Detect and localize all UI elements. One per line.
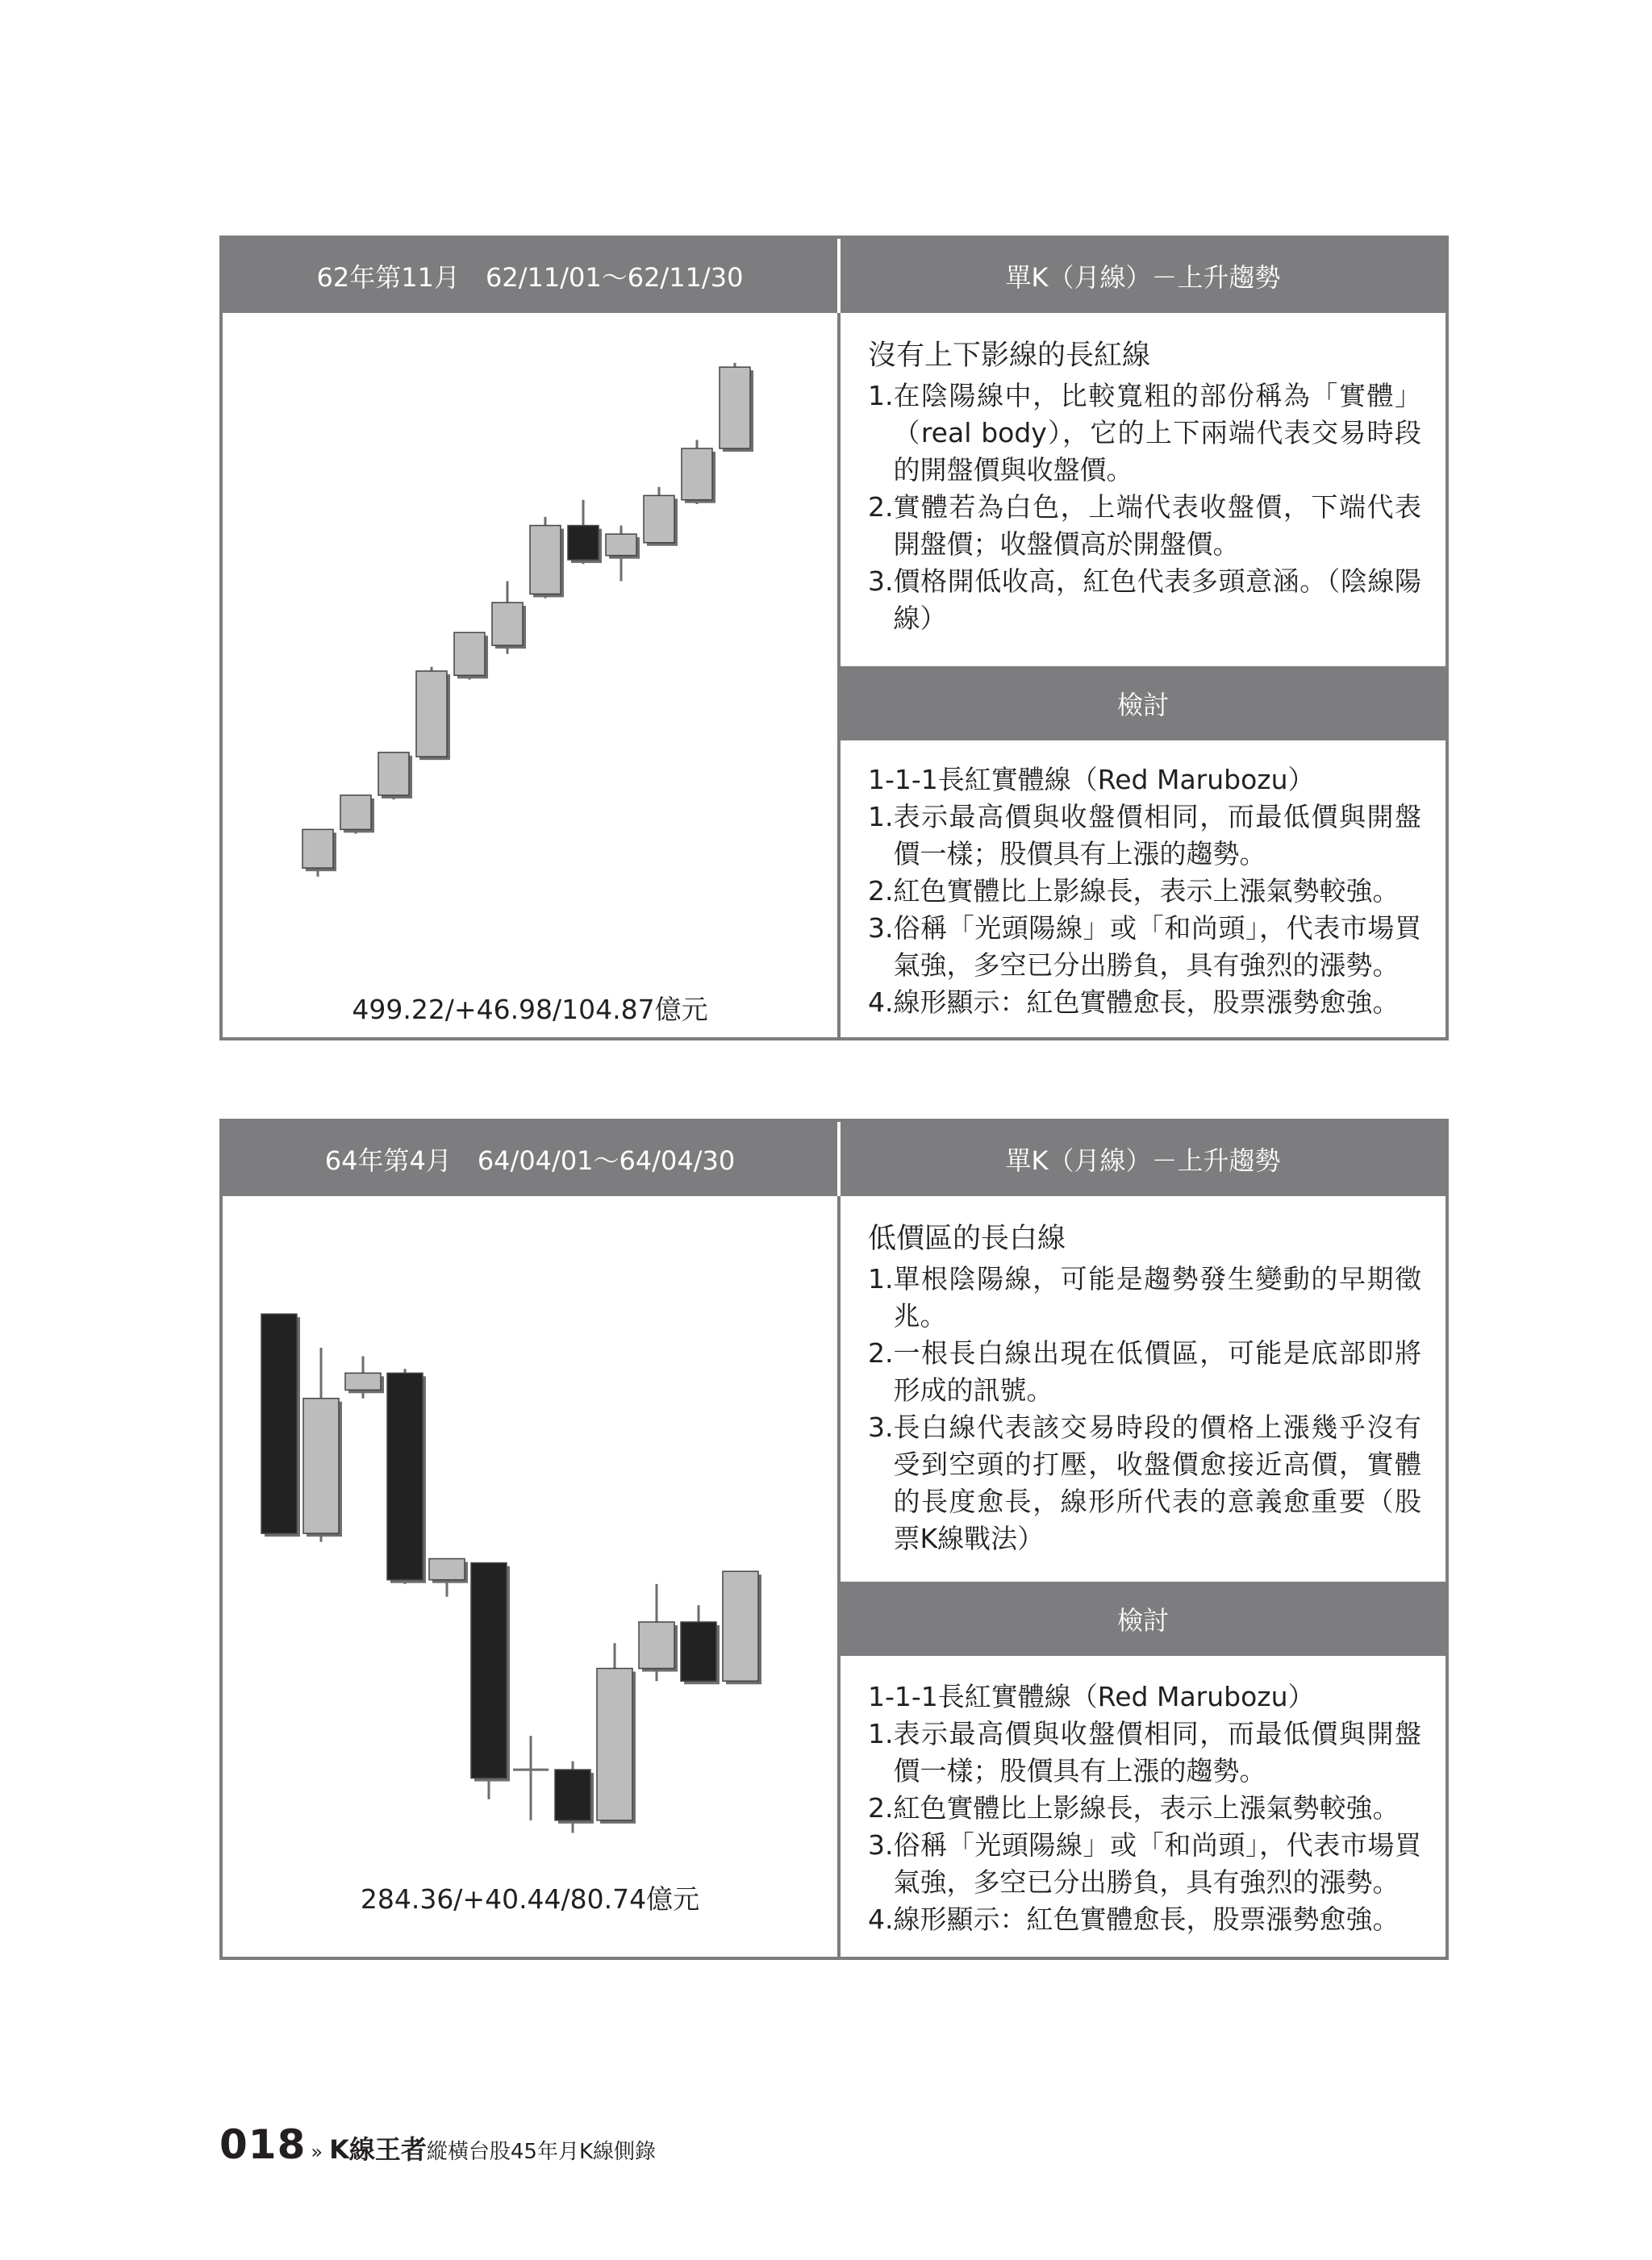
item-text: 表示最高價與收盤價相同，而最低價與開盤價一樣；股價具有上漲的趨勢。 bbox=[893, 801, 1421, 869]
item-text: 表示最高價與收盤價相同，而最低價與開盤價一樣；股價具有上漲的趨勢。 bbox=[893, 1718, 1421, 1787]
candle-body-down bbox=[471, 1563, 507, 1778]
candlestick bbox=[387, 1369, 426, 1584]
candle-body-up bbox=[378, 753, 409, 795]
candlestick bbox=[682, 440, 715, 504]
review-heading: 1-1-1長紅實體線（Red Marubozu） bbox=[868, 764, 1315, 795]
candle-body-up bbox=[340, 795, 371, 829]
item-text: 俗稱「光頭陽線」或「和尚頭」，代表市場買氣強，多空已分出勝負，具有強烈的漲勢。 bbox=[893, 1829, 1421, 1898]
review-heading: 1-1-1長紅實體線（Red Marubozu） bbox=[868, 1681, 1315, 1712]
kline-panel-1 bbox=[219, 236, 1449, 1040]
page-footer bbox=[219, 2121, 656, 2168]
kline-panel-2 bbox=[219, 1119, 1449, 1960]
list-item bbox=[868, 910, 1421, 984]
list-item bbox=[868, 873, 1421, 910]
candlestick bbox=[303, 1348, 342, 1542]
item-number: 1. bbox=[868, 1263, 894, 1295]
candle-body-up bbox=[639, 1622, 674, 1669]
candle-body-up bbox=[454, 632, 485, 675]
list-item bbox=[868, 377, 1421, 489]
candlestick bbox=[261, 1314, 300, 1537]
item-text: 線形顯示：紅色實體愈長，股票漲勢愈強。 bbox=[893, 986, 1400, 1018]
candlestick bbox=[639, 1584, 678, 1681]
item-text: 實體若為白色，上端代表收盤價，下端代表開盤價；收盤價高於開盤價。 bbox=[893, 491, 1421, 560]
candlestick bbox=[513, 1736, 549, 1820]
candlestick bbox=[454, 632, 488, 679]
chart-caption: 499.22/+46.98/104.87億元 bbox=[352, 994, 708, 1025]
item-text: 長白線代表該交易時段的價格上漲幾乎沒有受到空頭的打壓，收盤價愈接近高價，實體的長度愈長，線形所代表的意義愈重要（股票K線戰法） bbox=[893, 1411, 1421, 1554]
list-item bbox=[868, 1827, 1421, 1901]
candle-body-up bbox=[492, 603, 523, 645]
item-number: 3. bbox=[868, 912, 894, 944]
item-number: 3. bbox=[868, 1411, 894, 1443]
candle-body-up bbox=[303, 1399, 339, 1533]
description-box bbox=[841, 337, 1446, 637]
item-text: 紅色實體比上影線長，表示上漲氣勢較強。 bbox=[893, 1792, 1400, 1824]
candlestick bbox=[378, 753, 412, 799]
item-number: 3. bbox=[868, 565, 894, 597]
list-item bbox=[868, 984, 1421, 1021]
section-title: 低價區的長白線 bbox=[868, 1223, 1066, 1255]
candle-body-up bbox=[302, 829, 333, 868]
chart-caption: 284.36/+40.44/80.74億元 bbox=[360, 1883, 700, 1915]
period-header: 64年第4月 64/04/01～64/04/30 bbox=[223, 1122, 837, 1196]
review-header: 檢討 bbox=[841, 666, 1446, 740]
item-number: 1. bbox=[868, 1718, 894, 1749]
list-item bbox=[868, 1261, 1421, 1335]
candle-body-up bbox=[597, 1669, 632, 1820]
candlestick bbox=[340, 795, 374, 834]
item-number: 2. bbox=[868, 491, 894, 523]
candlestick bbox=[720, 363, 753, 452]
item-text: 一根長白線出現在低價區，可能是底部即將形成的訊號。 bbox=[893, 1337, 1421, 1406]
item-number: 1. bbox=[868, 380, 894, 411]
list-item bbox=[868, 1716, 1421, 1790]
candlestick bbox=[492, 582, 526, 654]
list-item bbox=[868, 1790, 1421, 1827]
candlestick bbox=[416, 667, 450, 760]
list-item bbox=[868, 563, 1421, 637]
item-number: 4. bbox=[868, 986, 894, 1018]
candlestick bbox=[530, 517, 564, 598]
item-number: 2. bbox=[868, 1792, 894, 1824]
item-number: 3. bbox=[868, 1829, 894, 1861]
candle-body-up bbox=[723, 1571, 758, 1681]
review-header: 檢討 bbox=[841, 1582, 1446, 1656]
candle-body-up bbox=[345, 1373, 381, 1390]
candle-body-up bbox=[416, 671, 447, 757]
list-item bbox=[868, 799, 1421, 873]
candlestick bbox=[345, 1356, 384, 1398]
item-number: 1. bbox=[868, 801, 894, 832]
candlestick bbox=[681, 1605, 720, 1684]
candle-body-up bbox=[644, 495, 674, 542]
book-subtitle: 縱橫台股45年月K線側錄 bbox=[426, 2140, 657, 2164]
period-header: 62年第11月 62/11/01～62/11/30 bbox=[223, 239, 837, 313]
item-text: 線形顯示：紅色實體愈長，股票漲勢愈強。 bbox=[893, 1903, 1400, 1935]
item-text: 紅色實體比上影線長，表示上漲氣勢較強。 bbox=[893, 875, 1400, 907]
candle-body-down bbox=[387, 1373, 423, 1579]
candle-body-down bbox=[681, 1622, 716, 1681]
review-box bbox=[841, 1678, 1446, 1938]
candlestick-chart-box bbox=[223, 1196, 837, 1957]
pattern-header: 單K（月線）－上升趨勢 bbox=[837, 239, 1446, 313]
review-box bbox=[841, 761, 1446, 1021]
book-brand: K線王者 bbox=[329, 2134, 427, 2165]
candle-body-down bbox=[568, 526, 599, 560]
candlestick bbox=[568, 500, 602, 565]
item-text: 單根陰陽線，可能是趨勢發生變動的早期徵兆。 bbox=[893, 1263, 1421, 1332]
candle-body-up bbox=[429, 1559, 465, 1580]
list-item bbox=[868, 1901, 1421, 1938]
item-number: 2. bbox=[868, 875, 894, 907]
candlestick bbox=[302, 829, 336, 876]
candle-body-up bbox=[530, 526, 561, 594]
candlestick-chart bbox=[223, 313, 837, 1040]
candle-body-up bbox=[720, 367, 750, 448]
candlestick bbox=[429, 1559, 468, 1597]
candle-body-down bbox=[261, 1314, 297, 1533]
candlestick bbox=[597, 1643, 636, 1824]
candle-body-up bbox=[606, 534, 636, 556]
item-text: 價格開低收高，紅色代表多頭意涵。（陰線陽線） bbox=[893, 565, 1421, 634]
candlestick bbox=[723, 1571, 761, 1684]
page-number: 018 bbox=[219, 2121, 307, 2168]
candlestick bbox=[555, 1762, 594, 1833]
list-item bbox=[868, 1409, 1421, 1557]
item-number: 4. bbox=[868, 1903, 894, 1935]
candlestick bbox=[606, 526, 640, 582]
candlestick-chart bbox=[223, 1196, 837, 1960]
item-number: 2. bbox=[868, 1337, 894, 1369]
pattern-header: 單K（月線）－上升趨勢 bbox=[837, 1122, 1446, 1196]
section-title: 沒有上下影線的長紅線 bbox=[868, 340, 1151, 372]
list-item bbox=[868, 489, 1421, 563]
candle-body-down bbox=[555, 1770, 590, 1820]
item-text: 俗稱「光頭陽線」或「和尚頭」，代表市場買氣強，多空已分出勝負，具有強烈的漲勢。 bbox=[893, 912, 1421, 981]
list-item bbox=[868, 1335, 1421, 1409]
item-text: 在陰陽線中，比較寬粗的部份稱為「實體」（real body），它的上下兩端代表交易時段的開盤價與收盤價。 bbox=[893, 380, 1421, 486]
candlestick bbox=[644, 487, 678, 546]
candlestick-chart-box bbox=[223, 313, 837, 1037]
description-box bbox=[841, 1220, 1446, 1557]
candlestick bbox=[471, 1563, 510, 1799]
double-chevron-icon: » bbox=[311, 2141, 323, 2163]
candle-body-up bbox=[682, 448, 712, 500]
